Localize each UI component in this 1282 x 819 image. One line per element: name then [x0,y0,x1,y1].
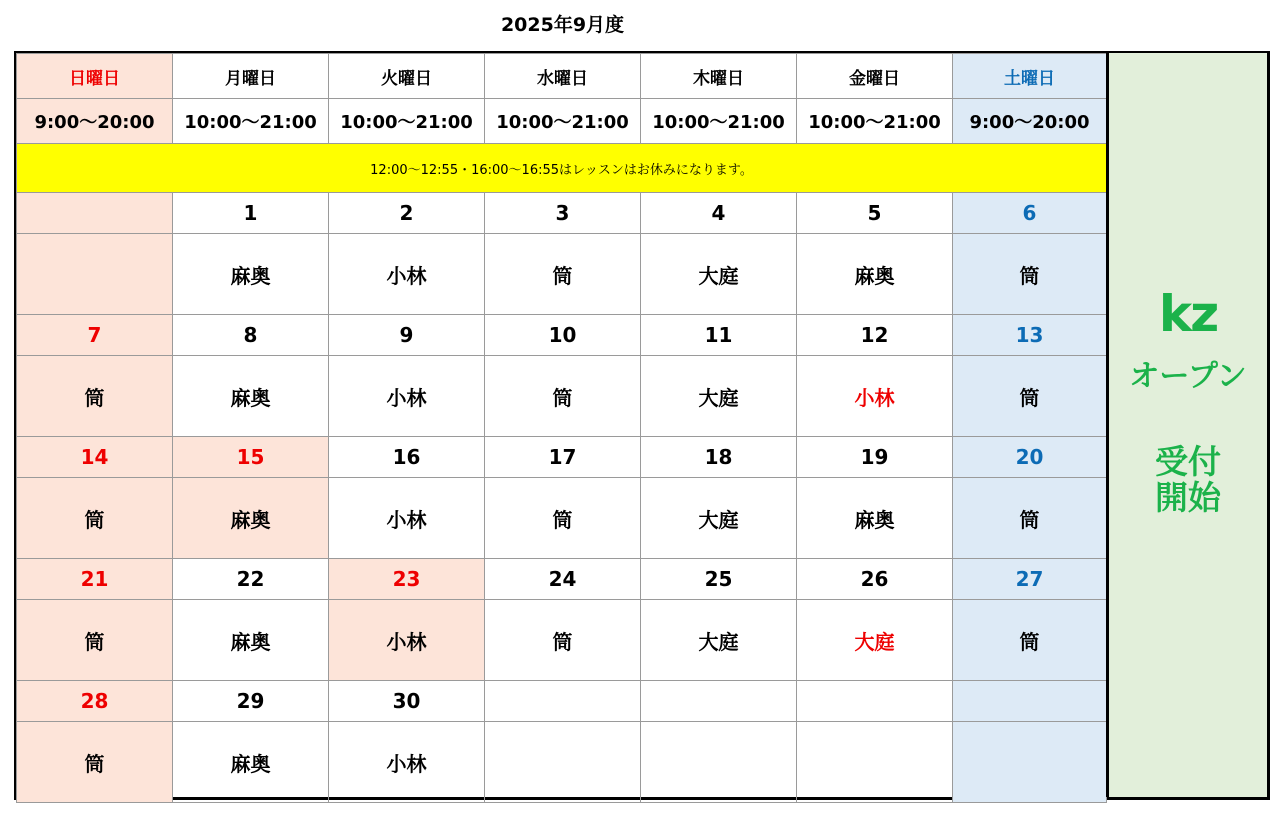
date-cell: 4 [641,193,797,234]
teacher-cell: 筒 [17,600,173,681]
date-cell: 27 [953,559,1107,600]
week-1-teachers [17,234,1107,315]
date-cell [953,681,1107,722]
teacher-cell: 麻奥 [173,234,329,315]
weekday-monday: 月曜日 [173,54,329,99]
date-cell: 23 [329,559,485,600]
week-2-teachers [17,356,1107,437]
week-3-teachers [17,478,1107,559]
teacher-cell: 大庭 [641,600,797,681]
hours-thursday: 10:00～21:00 [641,99,797,144]
announcement-reception-line1: 受付 [1155,442,1221,481]
date-cell: 14 [17,437,173,478]
date-cell: 30 [329,681,485,722]
teacher-cell: 麻奥 [797,478,953,559]
hours-tuesday: 10:00～21:00 [329,99,485,144]
week-4-teachers [17,600,1107,681]
date-cell: 29 [173,681,329,722]
teacher-cell: 麻奥 [173,356,329,437]
teacher-cell: 小林 [329,600,485,681]
hours-row [17,99,1107,144]
week-1-dates [17,193,1107,234]
teacher-cell: 筒 [17,478,173,559]
page-title: 2025年9月度 [500,14,625,36]
hours-monday: 10:00～21:00 [173,99,329,144]
weekday-thursday: 木曜日 [641,54,797,99]
date-cell: 21 [17,559,173,600]
teacher-cell: 小林 [797,356,953,437]
teacher-cell: 筒 [485,234,641,315]
date-cell: 17 [485,437,641,478]
date-cell: 11 [641,315,797,356]
date-cell: 3 [485,193,641,234]
teacher-cell: 筒 [485,600,641,681]
date-cell: 25 [641,559,797,600]
date-cell: 22 [173,559,329,600]
weekday-friday: 金曜日 [797,54,953,99]
calendar-table [16,53,1107,803]
teacher-cell [953,722,1107,803]
date-cell: 5 [797,193,953,234]
date-cell: 12 [797,315,953,356]
announcement-reception [1109,444,1267,516]
teacher-cell: 小林 [329,722,485,803]
teacher-cell: 筒 [953,234,1107,315]
weekday-sunday: 日曜日 [17,54,173,99]
date-cell: 2 [329,193,485,234]
date-cell: 10 [485,315,641,356]
week-5-teachers [17,722,1107,803]
lesson-break-notice: 12:00～12:55・16:00～16:55はレッスンはお休みになります。 [17,144,1107,193]
date-cell: 6 [953,193,1107,234]
teacher-cell: 小林 [329,356,485,437]
date-cell: 18 [641,437,797,478]
hours-wednesday: 10:00～21:00 [485,99,641,144]
date-cell: 1 [173,193,329,234]
teacher-cell: 筒 [17,722,173,803]
teacher-cell: 小林 [329,478,485,559]
teacher-cell: 大庭 [641,356,797,437]
teacher-cell: 大庭 [641,478,797,559]
week-3-dates [17,437,1107,478]
date-cell: 9 [329,315,485,356]
weekday-saturday: 土曜日 [953,54,1107,99]
week-2-dates [17,315,1107,356]
weekday-header-row [17,54,1107,99]
date-cell: 28 [17,681,173,722]
brand-logo-text: kz [1158,285,1218,343]
date-cell: 7 [17,315,173,356]
teacher-cell: 筒 [485,356,641,437]
hours-saturday: 9:00～20:00 [953,99,1107,144]
date-cell [797,681,953,722]
week-4-dates [17,559,1107,600]
date-cell: 8 [173,315,329,356]
teacher-cell: 大庭 [797,600,953,681]
date-cell [17,193,173,234]
date-cell [641,681,797,722]
weekday-wednesday: 水曜日 [485,54,641,99]
teacher-cell: 筒 [953,356,1107,437]
teacher-cell: 麻奥 [797,234,953,315]
teacher-cell [641,722,797,803]
announcement-reception-line2: 開始 [1155,478,1221,517]
hours-sunday: 9:00～20:00 [17,99,173,144]
hours-friday: 10:00～21:00 [797,99,953,144]
teacher-cell: 麻奥 [173,478,329,559]
announcement-open: オープン [1129,359,1247,394]
teacher-cell: 筒 [485,478,641,559]
date-cell: 24 [485,559,641,600]
date-cell: 20 [953,437,1107,478]
teacher-cell: 筒 [17,356,173,437]
date-cell: 16 [329,437,485,478]
teacher-cell [797,722,953,803]
teacher-cell: 筒 [953,478,1107,559]
teacher-cell: 筒 [953,600,1107,681]
date-cell [485,681,641,722]
teacher-cell: 大庭 [641,234,797,315]
teacher-cell: 麻奥 [173,600,329,681]
teacher-cell: 小林 [329,234,485,315]
weekday-tuesday: 火曜日 [329,54,485,99]
announcement-panel [1106,53,1267,797]
teacher-cell [17,234,173,315]
date-cell: 19 [797,437,953,478]
week-5-dates [17,681,1107,722]
teacher-cell: 麻奥 [173,722,329,803]
date-cell: 13 [953,315,1107,356]
date-cell: 26 [797,559,953,600]
teacher-cell [485,722,641,803]
date-cell: 15 [173,437,329,478]
notice-row [17,144,1107,193]
